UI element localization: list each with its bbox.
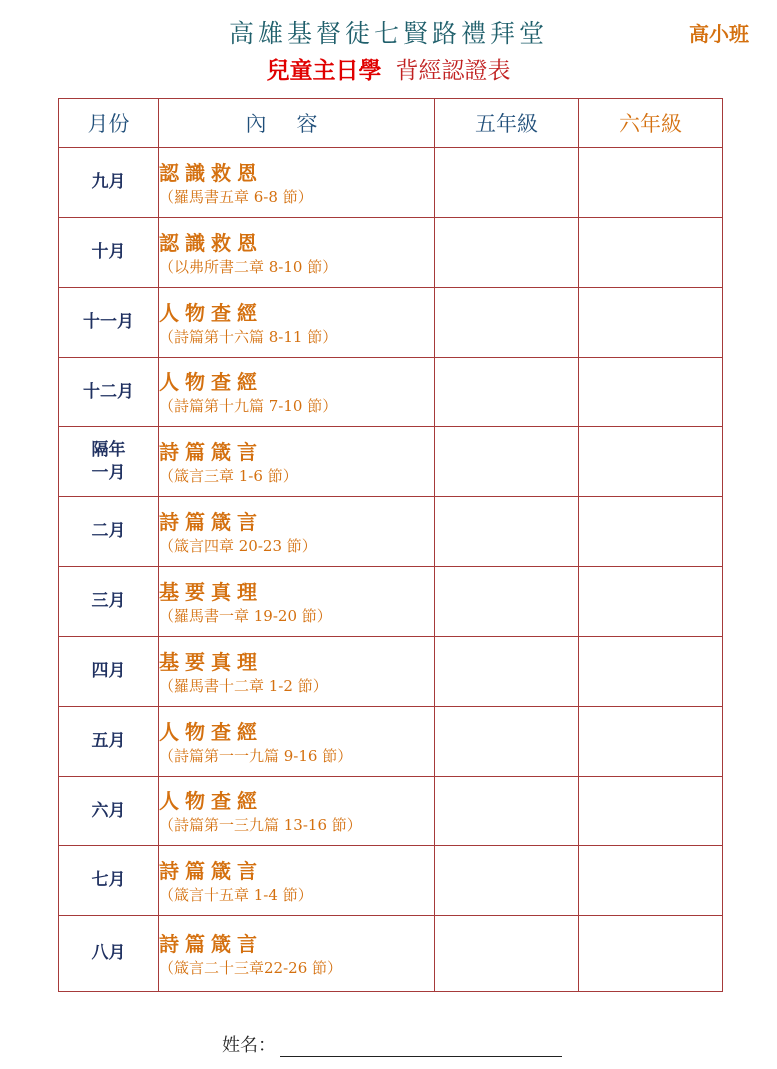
grade6-check-cell[interactable] — [579, 148, 723, 218]
grade6-check-cell[interactable] — [579, 358, 723, 427]
column-header-grade5: 五年級 — [435, 99, 579, 148]
content-cell — [159, 427, 435, 497]
church-title: 高雄基督徒七賢路禮拜堂 — [228, 19, 548, 48]
grade5-check-cell[interactable] — [435, 916, 579, 992]
month-text: 五月 — [91, 731, 126, 751]
topic-text: 人物查經 — [159, 370, 263, 394]
table-row — [59, 777, 723, 846]
grade5-check-cell[interactable] — [435, 846, 579, 916]
content-cell — [159, 707, 435, 777]
month-text: 十一月 — [83, 312, 134, 332]
column-header-month: 月份 — [59, 99, 159, 148]
content-cell — [159, 916, 435, 992]
scripture-reference: （箴言四章 20-23 節） — [159, 536, 317, 555]
table-row — [59, 567, 723, 637]
table-row — [59, 358, 723, 427]
scripture-reference: （羅馬書一章 19-20 節） — [159, 606, 332, 625]
content-cell — [159, 846, 435, 916]
grade6-check-cell[interactable] — [579, 497, 723, 567]
scripture-reference: （羅馬書五章 6-8 節） — [159, 187, 313, 206]
grade5-check-cell[interactable] — [435, 218, 579, 288]
table-body — [59, 148, 723, 992]
month-cell — [59, 707, 159, 777]
scripture-reference: （詩篇第一三九篇 13-16 節） — [159, 816, 362, 834]
topic-text: 基要真理 — [159, 579, 263, 604]
scripture-reference: （詩篇第十六篇 8-11 節） — [159, 327, 338, 346]
content-cell — [159, 777, 435, 846]
month-cell — [59, 218, 159, 288]
month-cell — [59, 497, 159, 567]
topic-text: 詩篇箴言 — [159, 931, 263, 956]
month-text: 四月 — [91, 661, 126, 681]
topic-text: 認識救恩 — [159, 160, 263, 185]
grade5-check-cell[interactable] — [435, 358, 579, 427]
topic-text: 人物查經 — [159, 789, 263, 813]
name-input-line[interactable] — [280, 1036, 562, 1057]
grade5-check-cell[interactable] — [435, 497, 579, 567]
content-cell — [159, 148, 435, 218]
month-text: 三月 — [91, 591, 126, 611]
topic-text: 基要真理 — [159, 649, 263, 674]
month-text: 隔年 — [91, 439, 126, 460]
table-row — [59, 148, 723, 218]
table-row — [59, 427, 723, 497]
month-cell — [59, 567, 159, 637]
month-text: 九月 — [91, 172, 126, 192]
month-text: 十二月 — [83, 381, 134, 402]
topic-text: 詩篇箴言 — [159, 439, 263, 464]
grade6-check-cell[interactable] — [579, 427, 723, 497]
month-cell — [59, 148, 159, 218]
content-cell — [159, 218, 435, 288]
month-cell — [59, 427, 159, 497]
month-text: 十月 — [91, 242, 126, 262]
grade6-check-cell[interactable] — [579, 846, 723, 916]
certification-table — [58, 98, 723, 992]
table-row — [59, 637, 723, 707]
table-row — [59, 288, 723, 358]
scripture-reference: （詩篇第十九篇 7-10 節） — [159, 397, 338, 415]
month-text: 一月 — [91, 462, 126, 483]
class-name-label: 高小班 — [689, 22, 749, 46]
name-label: 姓名： — [222, 1035, 276, 1056]
name-field — [222, 1031, 562, 1057]
content-cell — [159, 567, 435, 637]
scripture-reference: （箴言二十三章22-26 節） — [159, 958, 343, 977]
grade5-check-cell[interactable] — [435, 427, 579, 497]
month-text: 七月 — [91, 870, 126, 890]
topic-text: 詩篇箴言 — [159, 858, 263, 883]
column-header-grade6: 六年級 — [579, 99, 723, 148]
topic-text: 認識救恩 — [159, 230, 263, 255]
grade6-check-cell[interactable] — [579, 707, 723, 777]
subtitle-certification-form: 背經認證表 — [395, 58, 511, 84]
scripture-reference: （以弗所書二章 8-10 節） — [159, 257, 338, 276]
content-cell — [159, 288, 435, 358]
table-row — [59, 846, 723, 916]
grade5-check-cell[interactable] — [435, 637, 579, 707]
scripture-reference: （詩篇第一一九篇 9-16 節） — [159, 746, 353, 765]
table-row — [59, 497, 723, 567]
month-cell — [59, 637, 159, 707]
grade6-check-cell[interactable] — [579, 777, 723, 846]
content-cell — [159, 497, 435, 567]
grade5-check-cell[interactable] — [435, 148, 579, 218]
grade6-check-cell[interactable] — [579, 916, 723, 992]
table-header-row — [59, 99, 723, 148]
topic-text: 人物查經 — [159, 300, 263, 325]
grade5-check-cell[interactable] — [435, 707, 579, 777]
grade6-check-cell[interactable] — [579, 288, 723, 358]
form-subtitle — [0, 52, 777, 85]
grade5-check-cell[interactable] — [435, 777, 579, 846]
month-cell — [59, 288, 159, 358]
subtitle-sunday-school: 兒童主日學 — [266, 57, 382, 84]
table-row — [59, 916, 723, 992]
month-cell — [59, 846, 159, 916]
grade5-check-cell[interactable] — [435, 567, 579, 637]
grade6-check-cell[interactable] — [579, 637, 723, 707]
month-cell — [59, 358, 159, 427]
scripture-reference: （羅馬書十二章 1-2 節） — [159, 676, 328, 695]
scripture-reference: （箴言十五章 1-4 節） — [159, 885, 313, 904]
topic-text: 人物查經 — [159, 719, 263, 744]
table-row — [59, 707, 723, 777]
month-cell — [59, 777, 159, 846]
scripture-reference: （箴言三章 1-6 節） — [159, 466, 298, 485]
grade6-check-cell[interactable] — [579, 567, 723, 637]
month-cell — [59, 916, 159, 992]
topic-text: 詩篇箴言 — [159, 509, 263, 534]
grade5-check-cell[interactable] — [435, 288, 579, 358]
table-row — [59, 218, 723, 288]
month-text: 八月 — [91, 943, 126, 963]
month-text: 二月 — [91, 521, 126, 541]
content-cell — [159, 637, 435, 707]
grade6-check-cell[interactable] — [579, 218, 723, 288]
column-header-content: 內容 — [159, 99, 435, 148]
content-cell — [159, 358, 435, 427]
month-text: 六月 — [91, 800, 126, 821]
